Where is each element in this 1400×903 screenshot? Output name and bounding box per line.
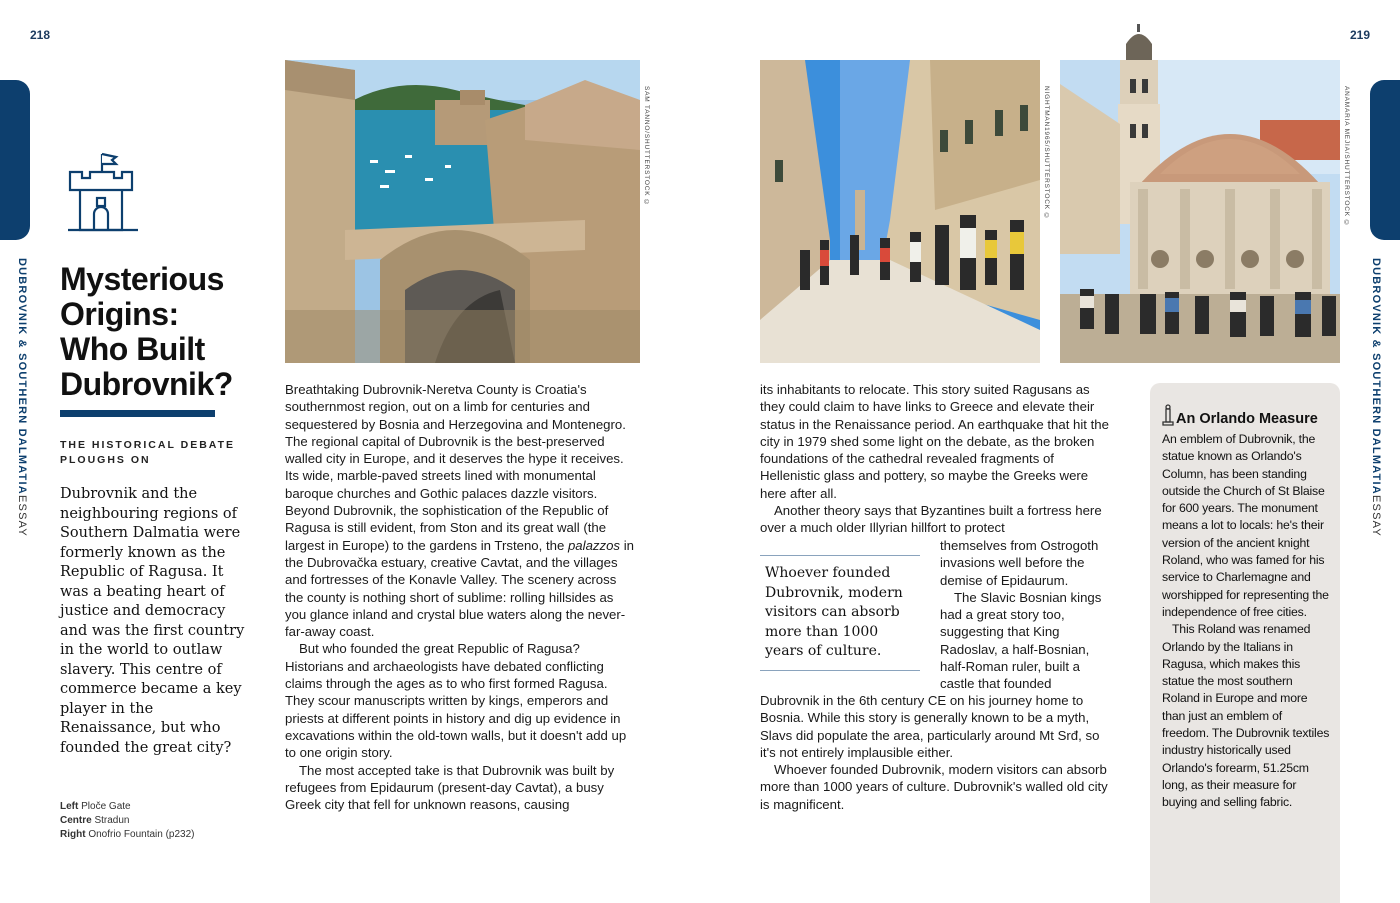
paragraph: its inhabitants to relocate. This story suited Ragusans as they could claim to have links to Greece and elevate their status in the Renaissance period. An earthquake that hit the city in 1979 shed some light on the debate, as the broken foundations of the cathedral revealed fragments of Hellenistic glass and pottery, so maybe the Greeks were here after all. bbox=[760, 382, 1109, 501]
body-column-2-top bbox=[760, 381, 1115, 537]
title-line: Origins: bbox=[60, 296, 179, 332]
paragraph: This Roland was renamed Orlando by the Italians in Ragusa, which makes this statue the most southern Roland in Europe and more than just an emblem of freedom. The Dubrovnik textiles industry historically used Orlando's forearm, 51.25cm long, as their measure for buying and selling fabric. bbox=[1162, 622, 1330, 810]
section-tab-right bbox=[1370, 80, 1400, 240]
title-line: Dubrovnik? bbox=[60, 366, 233, 402]
section-label-right bbox=[1370, 258, 1382, 537]
photo-stradun bbox=[760, 60, 1040, 363]
paragraph: The Slavic Bosnian kings had a great story too, suggesting that King Radoslav, a half-Bosnian, half-Roman ruler, built a castle that founded bbox=[940, 589, 1102, 692]
title-line: Who Built bbox=[60, 331, 205, 367]
paragraph: The most accepted take is that Dubrovnik was built by refugees from Epidaurum (present-day Cavtat), a busy Greek city that fell for unknown reasons, causing bbox=[285, 762, 615, 813]
paragraph: But who founded the great Republic of Ragusa? Historians and archaeologists have debated conflicting claims through the ages as to who first formed Ragusa. They scour manuscripts written by kings, emperors and priests at different points in history and dig up evidence in excavations within the old-town walls, but it doesn't add up to one origin story. bbox=[285, 641, 627, 761]
credit-centre bbox=[60, 814, 260, 828]
body-column-2-bottom bbox=[760, 692, 1115, 813]
title-rule bbox=[60, 410, 215, 417]
column-icon bbox=[1162, 404, 1174, 430]
castle-icon bbox=[66, 150, 142, 241]
sidebar-title: An Orlando Measure bbox=[1176, 411, 1318, 427]
credit-pos: Centre bbox=[60, 815, 92, 826]
section-label-sub: ESSAY bbox=[16, 494, 28, 537]
paragraph: Dubrovnik in the 6th century CE on his journey home to Bosnia. While this story is generally known to be a myth, Slavs did populate the area, particularly around Mt Srđ, so it's not entirely implausible either. bbox=[760, 693, 1100, 760]
paragraph: Another theory says that Byzantines built a fortress here over a much older Illyrian hillfort to protect bbox=[760, 503, 1102, 536]
credit-left bbox=[60, 800, 260, 814]
body-column-1 bbox=[285, 381, 635, 813]
credit-text: Ploče Gate bbox=[81, 801, 131, 812]
section-label-text: DUBROVNIK & SOUTHERN DALMATIA bbox=[16, 258, 28, 495]
photo-credit-left: SAM TANNO/SHUTTERSTOCK © bbox=[643, 86, 650, 207]
photo-credit-centre: NIGHTMAN1965/SHUTTERSTOCK © bbox=[1043, 86, 1050, 221]
italic-text: palazzos bbox=[567, 537, 621, 553]
body-column-2-narrow bbox=[940, 537, 1118, 693]
text-run: in the Dubrovačka estuary, creative Cavtat, and the villages and fortresses of the Konavle Valley. The scenery across the county is nothing short of sublime: rolling hillsides as you glance inland and crystal blue waters along the never-far-away coast. bbox=[285, 537, 634, 640]
sidebar-header bbox=[1162, 404, 1332, 430]
photo-onofrio-fountain bbox=[1060, 24, 1340, 363]
article-title bbox=[60, 262, 280, 402]
image-credits bbox=[60, 800, 260, 842]
standfirst: Dubrovnik and the neighbouring regions of Southern Dalmatia were formerly known as the Republic of Ragusa. It was a beating heart of justice and democracy and was the first country in the world to outlaw slavery. This centre of commerce became a key player in the Renaissance, but who founded the great city? bbox=[60, 486, 245, 756]
text-run: Breathtaking Dubrovnik-Neretva County is Croatia's southernmost region, out on a limb for centuries and sequestered by Bosnia and Herzegovina and Montenegro. The regional capital of Dubrovnik is the best-preserved walled city in Europe, and it deserves the hype it receives. Its wide, marble-paved streets lined with monumental baroque churches and Gothic palaces dazzle visitors. Beyond Dubrovnik, the sophistication of the Republic of Ragusa is still evident, from Ston and its great wall (the largest in Europe) to the gardens in Trsteno, the bbox=[285, 382, 626, 553]
paragraph: An emblem of Dubrovnik, the statue known as Orlando's Column, has been standing outside the Church of St Blaise for 600 years. The monument means a lot to locals: he's their version of the ancient knight Roland, who was famed for his service to Charlemagne and worshipped for representing the independence of free cities. bbox=[1162, 432, 1329, 619]
title-line: Mysterious bbox=[60, 261, 224, 297]
paragraph bbox=[285, 381, 635, 640]
section-label-text: DUBROVNIK & SOUTHERN DALMATIA bbox=[1370, 258, 1382, 495]
photo-ploce-gate bbox=[285, 60, 640, 363]
section-label-left bbox=[16, 258, 28, 537]
photo-credit-right: ANAMARIA MEJIA/SHUTTERSTOCK © bbox=[1343, 86, 1350, 228]
credit-text: Stradun bbox=[94, 815, 130, 826]
paragraph: Whoever founded Dubrovnik, modern visitors can absorb more than 1000 years of culture. Dubrovnik's walled old city is magnificent. bbox=[760, 762, 1108, 812]
credit-text: Onofrio Fountain (p232) bbox=[88, 829, 195, 840]
kicker: THE HISTORICAL DEBATE PLOUGHS ON bbox=[60, 439, 236, 466]
credit-pos: Left bbox=[60, 801, 79, 812]
credit-right bbox=[60, 828, 260, 842]
paragraph: themselves from Ostrogoth invasions well before the demise of Epidaurum. bbox=[940, 538, 1099, 588]
sidebar-body bbox=[1162, 431, 1332, 812]
page-number-right: 219 bbox=[1350, 28, 1371, 42]
pull-quote: Whoever founded Dubrovnik, modern visitors can absorb more than 1000 years of culture. bbox=[760, 555, 920, 671]
credit-pos: Right bbox=[60, 829, 86, 840]
section-tab-left bbox=[0, 80, 30, 240]
page-number-left: 218 bbox=[30, 28, 51, 42]
section-label-sub: ESSAY bbox=[1370, 494, 1382, 537]
